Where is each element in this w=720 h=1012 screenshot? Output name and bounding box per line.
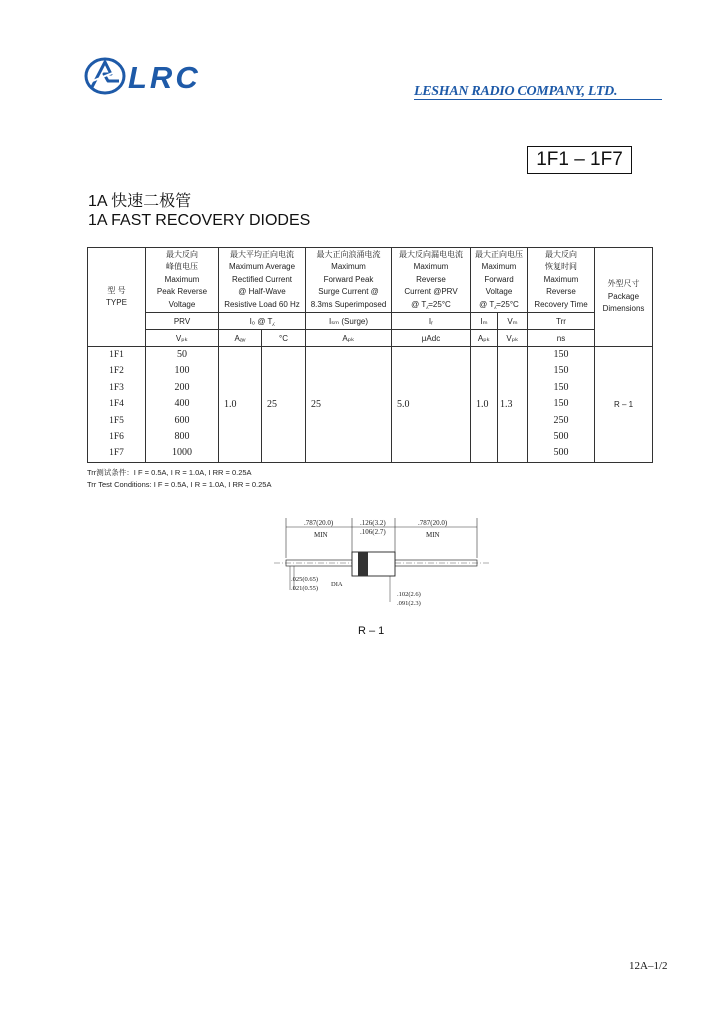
prv-item: 1000 bbox=[172, 447, 192, 459]
lead-dia2: .021(0.55) bbox=[291, 585, 319, 592]
type-item: 1F4 bbox=[109, 399, 124, 410]
unit-cell: Vₚₖ bbox=[498, 330, 528, 347]
type-item: 1F3 bbox=[109, 382, 124, 393]
surge-value: 25 bbox=[306, 347, 392, 463]
param-cell: Vₘ bbox=[498, 313, 528, 330]
col-header-prv: 最大反向 峰值电压 Maximum Peak Reverse Voltage bbox=[146, 248, 219, 313]
test-conditions-cn: Trr测试条件：I F = 0.5A, I R = 1.0A, I RR = 0.25A bbox=[87, 468, 252, 477]
trr-list bbox=[528, 347, 595, 463]
package-diagram bbox=[260, 510, 490, 615]
trr-item: 150 bbox=[553, 349, 569, 360]
unit-cell: Aₐᵥ bbox=[219, 330, 262, 347]
package-value: R – 1 bbox=[595, 347, 653, 463]
unit-cell: ns bbox=[528, 330, 595, 347]
prv-item: 600 bbox=[174, 414, 190, 426]
im-value: 1.0 bbox=[471, 347, 498, 463]
ta-value: 25 bbox=[262, 347, 306, 463]
part-number-range: 1F1 – 1F7 bbox=[527, 146, 632, 174]
type-item: 1F1 bbox=[109, 350, 124, 360]
param-cell: Iₘ bbox=[471, 313, 498, 330]
trr-item: 500 bbox=[553, 430, 569, 442]
unit-row bbox=[88, 330, 653, 347]
title-chinese: 1A 快速二极管 bbox=[88, 193, 192, 210]
body-dia2: .091(2.3) bbox=[397, 600, 421, 607]
cathode-band bbox=[358, 552, 368, 576]
trr-item: 500 bbox=[553, 447, 569, 459]
company-name: LESHAN RADIO COMPANY, LTD. bbox=[414, 84, 618, 99]
trr-item: 150 bbox=[553, 365, 569, 377]
unit-cell: Vₚₖ bbox=[146, 330, 219, 347]
trr-item: 150 bbox=[553, 398, 569, 410]
prv-item: 100 bbox=[174, 365, 190, 377]
col-header-surge: 最大正向浪涌电流 Maximum Forward Peak Surge Current @ 8.3ms Superimposed bbox=[306, 248, 392, 313]
dim-left: .787(20.0) bbox=[304, 519, 334, 527]
header-row bbox=[88, 248, 653, 313]
dim-right-sub: MIN bbox=[426, 531, 440, 539]
prv-item: 800 bbox=[174, 430, 190, 442]
prv-item: 400 bbox=[174, 398, 190, 410]
logo-text: LRC bbox=[128, 60, 201, 95]
col-header-type: 型 号 TYPE bbox=[88, 248, 146, 347]
col-header-vf: 最大正向电压 Maximum Forward Voltage @ T⁁=25°C bbox=[471, 248, 528, 313]
header-rule bbox=[414, 99, 662, 100]
type-item: 1F2 bbox=[109, 366, 124, 377]
prv-item: 200 bbox=[174, 381, 190, 393]
prv-list bbox=[146, 347, 219, 463]
company-logo-icon bbox=[84, 56, 128, 101]
lead-dia-label: DIA bbox=[331, 581, 343, 588]
param-cell: Trr bbox=[528, 313, 595, 330]
col-header-io: 最大平均正向电流 Maximum Average Rectified Current @ Half-Wave Resistive Load 60 Hz bbox=[219, 248, 306, 313]
col-header-package: 外型尺寸 Package Dimensions bbox=[595, 248, 653, 347]
trr-item: 250 bbox=[553, 414, 569, 426]
dim-left-sub: MIN bbox=[314, 531, 328, 539]
dim-right: .787(20.0) bbox=[418, 519, 448, 527]
data-row bbox=[88, 347, 653, 463]
param-cell: Iᵣ bbox=[392, 313, 471, 330]
param-cell: PRV bbox=[146, 313, 219, 330]
title-english: 1A FAST RECOVERY DIODES bbox=[88, 212, 311, 229]
unit-cell: Aₚₖ bbox=[471, 330, 498, 347]
dim-mid1: .126(3.2) bbox=[360, 519, 386, 527]
type-item: 1F5 bbox=[109, 415, 124, 426]
param-cell: I₀ @ T⁁ bbox=[219, 313, 306, 330]
unit-cell: μAdc bbox=[392, 330, 471, 347]
unit-cell: °C bbox=[262, 330, 306, 347]
prv-item: 50 bbox=[177, 349, 187, 360]
lead-dia1: .025(0.65) bbox=[291, 576, 319, 583]
ir-value: 5.0 bbox=[392, 347, 471, 463]
trr-item: 150 bbox=[553, 381, 569, 393]
page-number: 12A–1/2 bbox=[629, 960, 668, 972]
dim-mid2: .106(2.7) bbox=[360, 528, 386, 536]
test-conditions-en: Trr Test Conditions: I F = 0.5A, I R = 1.0A, I RR = 0.25A bbox=[87, 480, 272, 489]
col-header-trr: 最大反向 恢复时间 Maximum Reverse Recovery Time bbox=[528, 248, 595, 313]
body-dia1: .102(2.6) bbox=[397, 591, 421, 598]
param-cell: Iₛₘ (Surge) bbox=[306, 313, 392, 330]
figure-label: R – 1 bbox=[358, 625, 385, 637]
type-list bbox=[88, 347, 146, 463]
param-row bbox=[88, 313, 653, 330]
vf-value: 1.3 bbox=[498, 347, 528, 463]
type-item: 1F6 bbox=[109, 431, 124, 442]
io-value: 1.0 bbox=[219, 347, 262, 463]
type-item: 1F7 bbox=[109, 448, 124, 459]
spec-table bbox=[87, 247, 653, 463]
unit-cell: Aₚₖ bbox=[306, 330, 392, 347]
col-header-ir: 最大反向漏电电流 Maximum Reverse Current @PRV @ T⁁=25°C bbox=[392, 248, 471, 313]
